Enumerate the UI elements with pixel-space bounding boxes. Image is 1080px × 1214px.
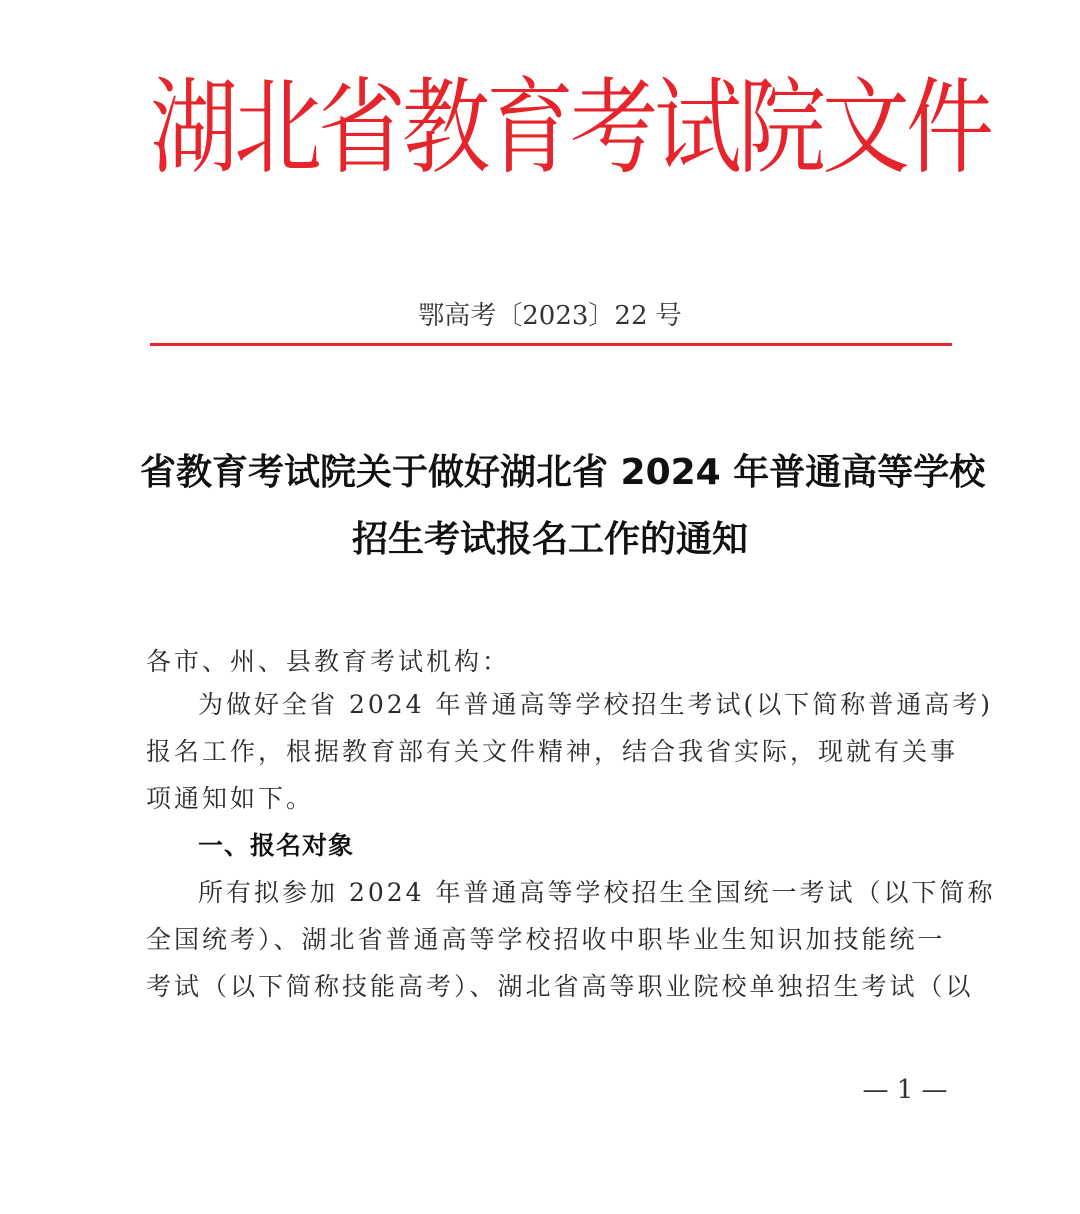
intro-line-2: 报名工作，根据教育部有关文件精神，结合我省实际，现就有关事 [146, 737, 959, 766]
intro-line-1: 为做好全省 2024 年普通高等学校招生考试(以下简称普通高考) [198, 690, 994, 719]
page-number: — 1 — [862, 1075, 948, 1105]
notice-title-line-2: 招生考试报名工作的通知 [351, 519, 748, 560]
document-number: 鄂高考〔2023〕22 号 [418, 301, 682, 331]
section-heading-1: 一、报名对象 [198, 831, 355, 860]
section-1-line-1: 所有拟参加 2024 年普通高等学校招生全国统一考试（以下简称 [198, 878, 996, 907]
issuer-header-title: 湖北省教育考试院文件 [150, 66, 991, 189]
notice-title-line-1: 省教育考试院关于做好湖北省 2024 年普通高等学校 [140, 452, 986, 493]
section-1-line-2: 全国统考）、湖北省普通高等学校招收中职毕业生知识加技能统一 [146, 925, 946, 954]
section-1-line-3: 考试（以下简称技能高考）、湖北省高等职业院校单独招生考试（以 [146, 972, 974, 1001]
intro-line-3: 项通知如下。 [146, 784, 315, 813]
salutation: 各市、州、县教育考试机构： [146, 647, 511, 676]
header-red-divider [150, 343, 952, 346]
